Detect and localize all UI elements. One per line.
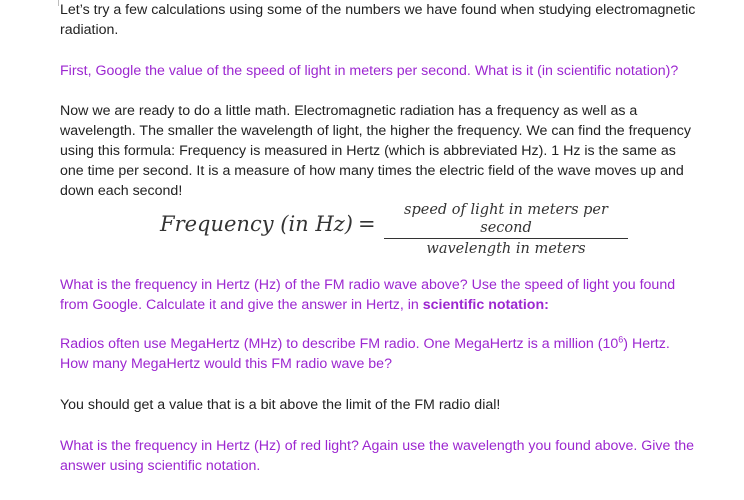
- fm-question-bold: scientific notation:: [422, 297, 549, 313]
- red-light-question: What is the frequency in Hertz (Hz) of red light? Again use the wavelength you found above. Give the answer using scientific notation.: [60, 438, 695, 474]
- formula-numerator: speed of light in meters per second: [384, 201, 628, 239]
- formula-equals: =: [358, 212, 376, 236]
- frequency-explanation-paragraph: Now we are ready to do a little math. Electromagnetic radiation has a frequency as well as a wavelength. The smaller the wavelength of light, the higher the frequency. We can find the frequency using this formula: Frequency is measured in Hertz (which is abbreviated Hz). 1 Hz is the same as one time per second. It is a measure of how many times the electric field of the wave moves up and down each second!: [60, 103, 691, 199]
- fm-frequency-question: [60, 275, 700, 315]
- formula-denominator: wavelength in meters: [426, 241, 586, 257]
- intro-paragraph: Let’s try a few calculations using some of the numbers we have found when studying electromagnetic radiation.: [60, 2, 696, 38]
- fm-question-text: What is the frequency in Hertz (Hz) of the FM radio wave above? Use the speed of light you found from Google. Calculate it and give the answer in Hertz, in: [60, 277, 676, 313]
- megahertz-question: [60, 334, 700, 374]
- formula-fraction: [384, 201, 628, 258]
- document-page: [60, 0, 700, 476]
- speed-of-light-question: First, Google the value of the speed of light in meters per second. What is it (in scientific notation)?: [60, 63, 679, 79]
- frequency-formula: [60, 201, 700, 257]
- formula-lhs: Frequency (in Hz): [160, 212, 353, 236]
- mhz-question-before: Radios often use MegaHertz (MHz) to describe FM radio. One MegaHertz is a million (10: [60, 336, 619, 352]
- mhz-exponent: 6: [618, 334, 624, 345]
- fm-dial-note: You should get a value that is a bit above the limit of the FM radio dial!: [60, 397, 501, 413]
- mhz-question-after: ) Hertz. How many MegaHertz would this FM radio wave be?: [60, 336, 670, 372]
